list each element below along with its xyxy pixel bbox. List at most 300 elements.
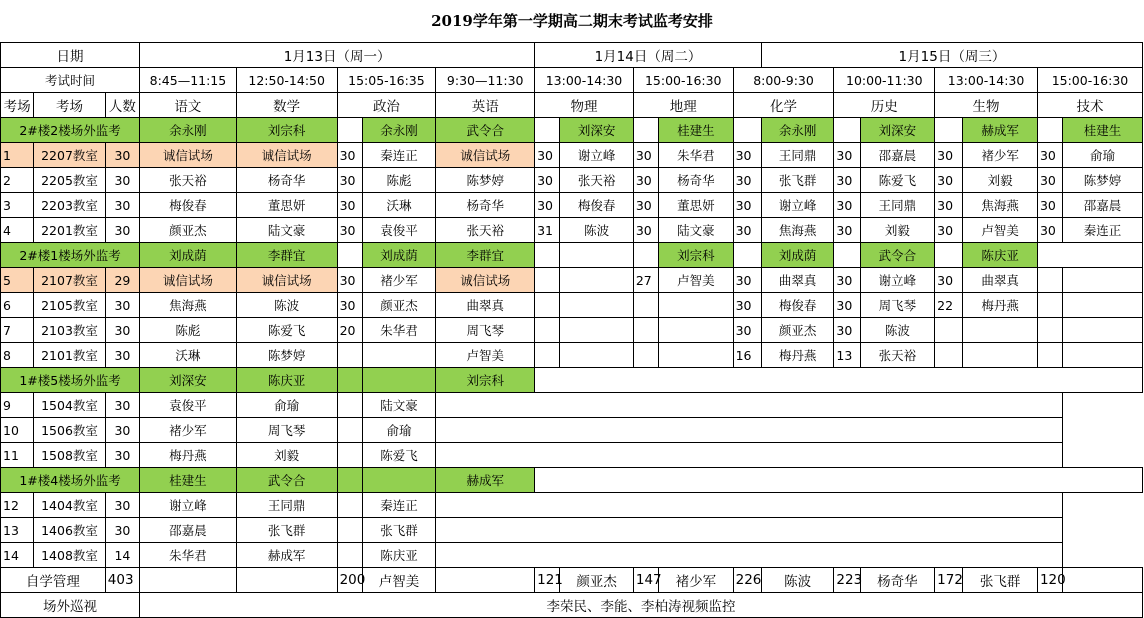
- student-count: 30: [105, 318, 139, 343]
- invigilator-cell: 陈梦婷: [236, 343, 337, 368]
- invigilator-cell: 杨奇华: [436, 193, 535, 218]
- self-study-cell: 226: [733, 568, 761, 593]
- invigilator-cell: 邵嘉晨: [140, 518, 237, 543]
- room-name: 2201教室: [34, 218, 106, 243]
- invigilator-cell: 陈波: [560, 218, 634, 243]
- invigilator-cell: 焦海燕: [761, 218, 834, 243]
- invigilator-cell: [963, 318, 1038, 343]
- invigilator-cell: 朱华君: [140, 543, 237, 568]
- invigilator-cell: 董思妍: [659, 193, 734, 218]
- self-study-cell: 陈波: [761, 568, 834, 593]
- time-label: 考试时间: [1, 68, 140, 93]
- supervisor-cell: [1037, 243, 1142, 268]
- invigilator-cell: 诚信试场: [436, 143, 535, 168]
- subject-cell: 技术: [1037, 93, 1142, 118]
- invigilator-cell: 秦连正: [362, 143, 436, 168]
- room-row: [1, 268, 1143, 293]
- invigilator-cell: 31: [535, 218, 560, 243]
- invigilator-cell: 梅俊春: [761, 293, 834, 318]
- invigilator-cell: [436, 518, 1063, 543]
- invigilator-cell: 陈庆亚: [362, 543, 436, 568]
- invigilator-cell: [935, 343, 963, 368]
- time-cell: 15:00-16:30: [1037, 68, 1142, 93]
- room-header: 考场: [34, 93, 106, 118]
- invigilator-cell: 30: [733, 293, 761, 318]
- invigilator-cell: 30: [733, 218, 761, 243]
- invigilator-cell: 陈梦婷: [1063, 168, 1143, 193]
- self-study-cell: 223: [834, 568, 860, 593]
- invigilator-cell: [659, 293, 734, 318]
- room-row: [1, 418, 1143, 443]
- date-row: [1, 43, 1143, 68]
- supervisor-row: [1, 243, 1143, 268]
- invigilator-cell: 30: [733, 318, 761, 343]
- self-study-cell: [436, 568, 535, 593]
- invigilator-cell: [1037, 343, 1062, 368]
- room-name: 2203教室: [34, 193, 106, 218]
- self-study-cell: 杨奇华: [860, 568, 935, 593]
- room-row: [1, 518, 1143, 543]
- self-study-label: 自学管理: [1, 568, 106, 593]
- supervisor-cell: 刘成荫: [362, 243, 436, 268]
- invigilator-cell: 谢立峰: [761, 193, 834, 218]
- group-label: 2#楼2楼场外监考: [1, 118, 140, 143]
- time-cell: 15:05-16:35: [337, 68, 436, 93]
- invigilator-cell: [1037, 293, 1062, 318]
- invigilator-cell: [337, 393, 362, 418]
- supervisor-row: [1, 118, 1143, 143]
- invigilator-cell: 秦连正: [1063, 218, 1143, 243]
- subject-cell: 语文: [140, 93, 237, 118]
- invigilator-cell: 王同鼎: [761, 143, 834, 168]
- invigilator-cell: 杨奇华: [236, 168, 337, 193]
- invigilator-cell: [535, 343, 560, 368]
- self-study-cell: [236, 568, 337, 593]
- student-count: 30: [105, 143, 139, 168]
- supervisor-cell: 刘宗科: [659, 243, 734, 268]
- invigilator-cell: 刘毅: [963, 168, 1038, 193]
- invigilator-cell: 卢智美: [436, 343, 535, 368]
- room-name: 2107教室: [34, 268, 106, 293]
- invigilator-cell: 陈波: [236, 293, 337, 318]
- invigilator-cell: [659, 318, 734, 343]
- invigilator-cell: [659, 343, 734, 368]
- count-header: 人数: [105, 93, 139, 118]
- invigilator-cell: 30: [633, 218, 658, 243]
- invigilator-cell: 30: [935, 218, 963, 243]
- student-count: 30: [105, 518, 139, 543]
- invigilator-cell: 30: [535, 143, 560, 168]
- invigilator-cell: 沃琳: [140, 343, 237, 368]
- patrol-text: 李荣民、李能、李柏涛视频监控: [140, 593, 1143, 618]
- supervisor-cell: 武令合: [436, 118, 535, 143]
- invigilator-cell: [560, 268, 634, 293]
- patrol-label: 场外巡视: [1, 593, 140, 618]
- student-count: 30: [105, 343, 139, 368]
- invigilator-cell: 30: [834, 193, 860, 218]
- invigilator-cell: 袁俊平: [362, 218, 436, 243]
- room-number: 13: [1, 518, 34, 543]
- room-name: 2101教室: [34, 343, 106, 368]
- invigilator-cell: [1037, 318, 1062, 343]
- supervisor-cell: 武令合: [236, 468, 337, 493]
- date-label: 日期: [1, 43, 140, 68]
- invigilator-cell: 诚信试场: [436, 268, 535, 293]
- supervisor-cell: 桂建生: [1063, 118, 1143, 143]
- supervisor-cell: 李群宜: [436, 243, 535, 268]
- student-count: 30: [105, 293, 139, 318]
- room-number: 10: [1, 418, 34, 443]
- invigilator-cell: 赫成军: [236, 543, 337, 568]
- invigilator-cell: [560, 318, 634, 343]
- subject-cell: 政治: [337, 93, 436, 118]
- subject-cell: 物理: [535, 93, 634, 118]
- invigilator-cell: 杨奇华: [659, 168, 734, 193]
- invigilator-cell: 褚少军: [362, 268, 436, 293]
- invigilator-cell: 陈爱飞: [236, 318, 337, 343]
- student-count: 14: [105, 543, 139, 568]
- supervisor-cell: [733, 118, 761, 143]
- time-cell: 9:30—11:30: [436, 68, 535, 93]
- supervisor-cell: 李群宜: [236, 243, 337, 268]
- invigilator-cell: 陆文豪: [659, 218, 734, 243]
- invigilator-cell: 王同鼎: [236, 493, 337, 518]
- invigilator-cell: [633, 318, 658, 343]
- subject-cell: 历史: [834, 93, 935, 118]
- invigilator-cell: 30: [733, 193, 761, 218]
- invigilator-cell: 27: [633, 268, 658, 293]
- invigilator-cell: 梅丹燕: [140, 443, 237, 468]
- invigilator-cell: 刘毅: [860, 218, 935, 243]
- supervisor-row: [1, 468, 1143, 493]
- subject-cell: 数学: [236, 93, 337, 118]
- invigilator-cell: 谢立峰: [560, 143, 634, 168]
- subject-cell: 生物: [935, 93, 1038, 118]
- invigilator-cell: 梅俊春: [140, 193, 237, 218]
- invigilator-cell: 周飞琴: [236, 418, 337, 443]
- invigilator-cell: 周飞琴: [436, 318, 535, 343]
- student-count: 30: [105, 393, 139, 418]
- invigilator-cell: 22: [935, 293, 963, 318]
- time-cell: 13:00-14:30: [535, 68, 634, 93]
- invigilator-cell: 邵嘉晨: [860, 143, 935, 168]
- invigilator-cell: 30: [733, 143, 761, 168]
- invigilator-cell: 诚信试场: [236, 268, 337, 293]
- supervisor-cell: [535, 118, 560, 143]
- supervisor-cell: [535, 368, 1143, 393]
- time-cell: 12:50-14:50: [236, 68, 337, 93]
- invigilator-cell: [436, 393, 1063, 418]
- invigilator-cell: 30: [337, 193, 362, 218]
- self-study-cell: 120: [1037, 568, 1062, 593]
- invigilator-cell: 30: [535, 193, 560, 218]
- invigilator-cell: 30: [834, 268, 860, 293]
- invigilator-cell: 诚信试场: [140, 143, 237, 168]
- invigilator-cell: 30: [633, 193, 658, 218]
- room-number: 2: [1, 168, 34, 193]
- supervisor-cell: 武令合: [860, 243, 935, 268]
- invigilator-cell: 袁俊平: [140, 393, 237, 418]
- supervisor-cell: 刘宗科: [236, 118, 337, 143]
- invigilator-cell: 谢立峰: [860, 268, 935, 293]
- invigilator-cell: 颜亚杰: [761, 318, 834, 343]
- invigilator-cell: 沃琳: [362, 193, 436, 218]
- invigilator-cell: 刘毅: [236, 443, 337, 468]
- supervisor-cell: [337, 243, 362, 268]
- room-row: [1, 543, 1143, 568]
- supervisor-cell: [535, 243, 560, 268]
- invigilator-cell: 颜亚杰: [140, 218, 237, 243]
- invigilator-cell: 颜亚杰: [362, 293, 436, 318]
- invigilator-cell: 陈爱飞: [362, 443, 436, 468]
- invigilator-cell: 张天裕: [860, 343, 935, 368]
- invigilator-cell: 30: [337, 143, 362, 168]
- self-study-cell: 张飞群: [963, 568, 1038, 593]
- subject-cell: 英语: [436, 93, 535, 118]
- supervisor-cell: 桂建生: [140, 468, 237, 493]
- invigilator-cell: 30: [834, 218, 860, 243]
- subject-cell: 化学: [733, 93, 834, 118]
- invigilator-cell: 16: [733, 343, 761, 368]
- invigilator-cell: [337, 418, 362, 443]
- invigilator-cell: 30: [535, 168, 560, 193]
- invigilator-cell: 俞瑜: [1063, 143, 1143, 168]
- invigilator-cell: [560, 343, 634, 368]
- self-study-cell: 172: [935, 568, 963, 593]
- invigilator-cell: 30: [337, 168, 362, 193]
- student-count: 30: [105, 193, 139, 218]
- invigilator-cell: 梅俊春: [560, 193, 634, 218]
- invigilator-cell: 30: [337, 293, 362, 318]
- invigilator-cell: 张天裕: [140, 168, 237, 193]
- self-study-cell: 147: [633, 568, 658, 593]
- time-row: [1, 68, 1143, 93]
- invigilator-cell: 俞瑜: [362, 418, 436, 443]
- room-name: 1506教室: [34, 418, 106, 443]
- invigilator-cell: 邵嘉晨: [1063, 193, 1143, 218]
- invigilator-cell: 陈波: [860, 318, 935, 343]
- room-row: [1, 168, 1143, 193]
- sheet-title: 2019学年第一学期高二期末考试监考安排: [431, 12, 713, 30]
- supervisor-cell: [633, 118, 658, 143]
- invigilator-cell: 曲翠真: [963, 268, 1038, 293]
- self-study-cell: 颜亚杰: [560, 568, 634, 593]
- room-row: [1, 443, 1143, 468]
- student-count: 30: [105, 443, 139, 468]
- supervisor-cell: [362, 468, 436, 493]
- invigilator-cell: 张天裕: [560, 168, 634, 193]
- supervisor-cell: [834, 243, 860, 268]
- invigilator-cell: 30: [834, 143, 860, 168]
- supervisor-cell: [733, 243, 761, 268]
- self-study-cell: [1063, 568, 1143, 593]
- invigilator-cell: 秦连正: [362, 493, 436, 518]
- subject-row: [1, 93, 1143, 118]
- invigilator-cell: 30: [935, 193, 963, 218]
- invigilator-cell: [633, 343, 658, 368]
- date-cell: 1月13日（周一）: [140, 43, 535, 68]
- room-number: 11: [1, 443, 34, 468]
- invigilator-cell: 30: [834, 293, 860, 318]
- invigilator-cell: 30: [1037, 218, 1062, 243]
- invigilator-cell: [535, 268, 560, 293]
- room-number: 14: [1, 543, 34, 568]
- invigilator-cell: [337, 518, 362, 543]
- invigilator-cell: 30: [1037, 168, 1062, 193]
- time-cell: 8:45—11:15: [140, 68, 237, 93]
- invigilator-cell: 焦海燕: [963, 193, 1038, 218]
- supervisor-cell: 桂建生: [659, 118, 734, 143]
- room-number: 12: [1, 493, 34, 518]
- supervisor-cell: [935, 118, 963, 143]
- invigilator-cell: 周飞琴: [860, 293, 935, 318]
- room-name: 1508教室: [34, 443, 106, 468]
- supervisor-cell: 刘成荫: [761, 243, 834, 268]
- student-count: 30: [105, 218, 139, 243]
- room-name: 2105教室: [34, 293, 106, 318]
- time-cell: 10:00-11:30: [834, 68, 935, 93]
- room-number: 5: [1, 268, 34, 293]
- invigilator-cell: 卢智美: [963, 218, 1038, 243]
- invigilator-cell: [935, 318, 963, 343]
- room-name: 2207教室: [34, 143, 106, 168]
- invigilator-cell: [436, 443, 1063, 468]
- group-label: 2#楼1楼场外监考: [1, 243, 140, 268]
- self-study-count: 403: [105, 568, 139, 593]
- invigilator-cell: 张飞群: [362, 518, 436, 543]
- student-count: 30: [105, 168, 139, 193]
- invigilator-cell: 30: [633, 168, 658, 193]
- student-count: 30: [105, 493, 139, 518]
- invigilator-cell: 30: [834, 168, 860, 193]
- supervisor-cell: [935, 243, 963, 268]
- invigilator-cell: 30: [834, 318, 860, 343]
- supervisor-cell: [633, 243, 658, 268]
- invigilator-cell: 陈彪: [140, 318, 237, 343]
- invigilator-cell: 朱华君: [362, 318, 436, 343]
- room-number: 1: [1, 143, 34, 168]
- supervisor-cell: 余永刚: [140, 118, 237, 143]
- date-cell: 1月14日（周二）: [535, 43, 762, 68]
- room-number: 3: [1, 193, 34, 218]
- invigilator-cell: 诚信试场: [140, 268, 237, 293]
- invigilator-cell: 陆文豪: [236, 218, 337, 243]
- invigilator-cell: 董思妍: [236, 193, 337, 218]
- invigilator-cell: 陈彪: [362, 168, 436, 193]
- room-name: 1504教室: [34, 393, 106, 418]
- supervisor-row: [1, 368, 1143, 393]
- room-row: [1, 293, 1143, 318]
- room-row: [1, 143, 1143, 168]
- supervisor-cell: 余永刚: [362, 118, 436, 143]
- invigilator-cell: 13: [834, 343, 860, 368]
- supervisor-cell: [1037, 118, 1062, 143]
- invigilator-cell: 朱华君: [659, 143, 734, 168]
- invigilator-cell: [1063, 268, 1143, 293]
- invigilator-cell: [535, 318, 560, 343]
- patrol-row: [1, 593, 1143, 618]
- invigilator-cell: [436, 543, 1063, 568]
- time-cell: 15:00-16:30: [633, 68, 733, 93]
- invigilator-cell: 梅丹燕: [761, 343, 834, 368]
- invigilator-cell: 30: [337, 268, 362, 293]
- room-number: 7: [1, 318, 34, 343]
- room-number: 6: [1, 293, 34, 318]
- group-label: 1#楼5楼场外监考: [1, 368, 140, 393]
- self-study-cell: 121: [535, 568, 560, 593]
- room-name: 2103教室: [34, 318, 106, 343]
- invigilator-cell: 张飞群: [236, 518, 337, 543]
- invigilator-cell: [1063, 293, 1143, 318]
- invigilator-cell: 诚信试场: [236, 143, 337, 168]
- invigilator-cell: [337, 493, 362, 518]
- supervisor-cell: 刘宗科: [436, 368, 535, 393]
- invigilator-cell: 20: [337, 318, 362, 343]
- invigilator-cell: [633, 293, 658, 318]
- schedule-table: [0, 42, 1143, 617]
- supervisor-cell: [337, 368, 362, 393]
- room-name: 1408教室: [34, 543, 106, 568]
- invigilator-cell: [1063, 343, 1143, 368]
- room-row: [1, 393, 1143, 418]
- invigilator-cell: 30: [633, 143, 658, 168]
- invigilator-cell: 谢立峰: [140, 493, 237, 518]
- invigilator-cell: [1063, 318, 1143, 343]
- invigilator-cell: 曲翠真: [436, 293, 535, 318]
- invigilator-cell: 梅丹燕: [963, 293, 1038, 318]
- invigilator-cell: 陈爱飞: [860, 168, 935, 193]
- invigilator-cell: [1037, 268, 1062, 293]
- supervisor-cell: 余永刚: [761, 118, 834, 143]
- invigilator-cell: [560, 293, 634, 318]
- supervisor-cell: 刘深安: [140, 368, 237, 393]
- invigilator-cell: 曲翠真: [761, 268, 834, 293]
- invigilator-cell: 褚少军: [140, 418, 237, 443]
- invigilator-cell: 30: [935, 268, 963, 293]
- invigilator-cell: 张天裕: [436, 218, 535, 243]
- invigilator-cell: [337, 443, 362, 468]
- invigilator-cell: [362, 343, 436, 368]
- room-row: [1, 218, 1143, 243]
- invigilator-cell: 焦海燕: [140, 293, 237, 318]
- self-study-row: [1, 568, 1143, 593]
- invigilator-cell: 俞瑜: [236, 393, 337, 418]
- subject-cell: 地理: [633, 93, 733, 118]
- supervisor-cell: 陈庆亚: [236, 368, 337, 393]
- room-row: [1, 193, 1143, 218]
- invigilator-cell: 30: [935, 168, 963, 193]
- time-cell: 13:00-14:30: [935, 68, 1038, 93]
- room-row: [1, 493, 1143, 518]
- room-name: 2205教室: [34, 168, 106, 193]
- invigilator-cell: 30: [733, 168, 761, 193]
- supervisor-cell: [362, 368, 436, 393]
- time-cell: 8:00-9:30: [733, 68, 834, 93]
- room-number: 9: [1, 393, 34, 418]
- self-study-cell: 200: [337, 568, 362, 593]
- invigilator-cell: 30: [733, 268, 761, 293]
- invigilator-cell: 褚少军: [963, 143, 1038, 168]
- invigilator-cell: 张飞群: [761, 168, 834, 193]
- invigilator-cell: 30: [1037, 193, 1062, 218]
- room-row: [1, 318, 1143, 343]
- invigilator-cell: 陈梦婷: [436, 168, 535, 193]
- room-no-header: 考场: [1, 93, 34, 118]
- supervisor-cell: [535, 468, 1143, 493]
- supervisor-cell: 刘成荫: [140, 243, 237, 268]
- supervisor-cell: 赫成军: [963, 118, 1038, 143]
- self-study-cell: 卢智美: [362, 568, 436, 593]
